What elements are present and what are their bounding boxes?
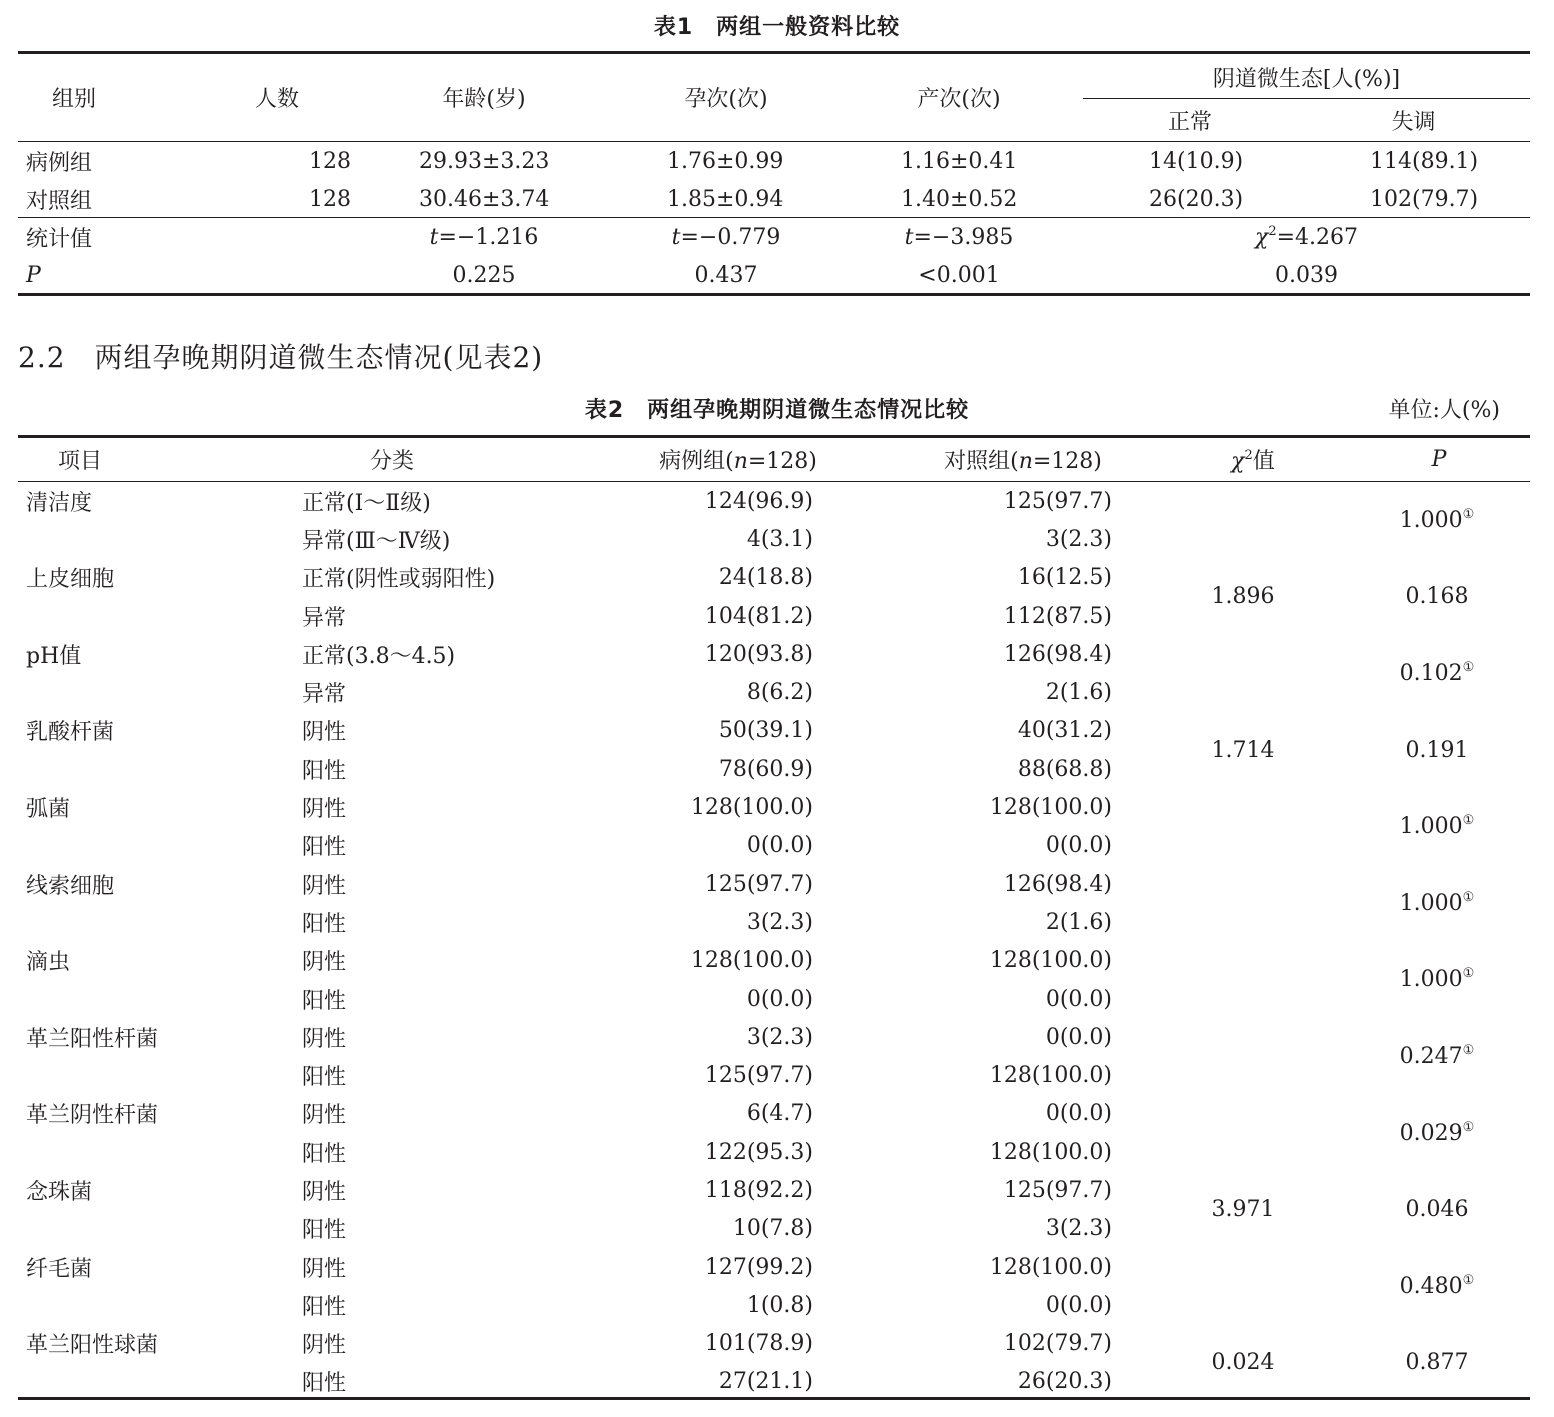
table2-header	[18, 438, 1530, 481]
table2-cell-category: 阳性	[302, 988, 347, 1014]
table2-cell-case: 104(81.2)	[704, 603, 813, 629]
table2-header-chi: $\chi^2$值	[1231, 448, 1275, 474]
table2-cell-control: 126(98.4)	[1003, 871, 1112, 897]
table2-cell-category: 异常(Ⅲ～Ⅳ级)	[302, 528, 451, 554]
table2-cell-p: 0.480①	[1399, 1272, 1475, 1299]
table2-cell-category: 阴性	[302, 720, 347, 746]
table2-cell-chi	[1158, 942, 1348, 1019]
table2-cell-category: 异常	[302, 682, 347, 708]
table2-cell-category: 异常	[302, 605, 347, 631]
table2-cell-control: 128(100.0)	[989, 1063, 1112, 1089]
table1-p-microecology: 0.039	[1275, 262, 1338, 288]
table2-title: 表2 两组孕晚期阴道微生态情况比较	[584, 398, 970, 423]
table2-cell-case: 8(6.2)	[746, 680, 813, 706]
table1-stats	[18, 218, 1530, 294]
table2-cell-category: 阴性	[302, 1256, 347, 1282]
table1-header-gravidity: 孕次(次)	[684, 86, 768, 112]
table2-cell-item: 清洁度	[26, 490, 93, 516]
table2-cell-p: 0.046	[1405, 1197, 1469, 1223]
table2-cell-case: 50(39.1)	[718, 718, 813, 744]
table2-cell-case: 3(2.3)	[746, 909, 813, 935]
table1-stat-parity: t=−3.985	[904, 224, 1014, 250]
table1-header-parity: 产次(次)	[917, 86, 1001, 112]
table1-stat-microecology: $\chi^2=4.267$	[1254, 223, 1359, 250]
table2-cell-item	[18, 750, 298, 788]
table2-cell-p: 1.000①	[1399, 966, 1475, 993]
table2-row	[18, 942, 1530, 980]
table2-cell-case: 27(21.1)	[718, 1369, 813, 1395]
table1-header-count: 人数	[254, 86, 299, 112]
table2-cell-category: 阳性	[302, 758, 347, 784]
table2-cell-case: 128(100.0)	[690, 795, 813, 821]
table1-cell-count: 128	[309, 186, 351, 212]
table2-cell-control: 16(12.5)	[1017, 565, 1112, 591]
table2-cell-control: 40(31.2)	[1017, 718, 1112, 744]
footnote-mark: ①	[1462, 889, 1475, 905]
table1-cell-parity: 1.40±0.52	[901, 186, 1018, 212]
table2-cell-item	[18, 980, 298, 1018]
table1-p-label: P	[26, 262, 41, 288]
table2-cell-control: 0(0.0)	[1045, 1101, 1112, 1127]
table2-cell-case: 4(3.1)	[746, 526, 813, 552]
table2-cell-control: 0(0.0)	[1045, 1292, 1112, 1318]
table2-cell-category: 阴性	[302, 1103, 347, 1129]
table1-stat-gravidity: t=−0.779	[671, 224, 781, 250]
table2-cell-category: 阴性	[302, 1179, 347, 1205]
table1-cell-age: 30.46±3.74	[419, 186, 550, 212]
table2-cell-item: pH值	[26, 643, 82, 669]
table2-cell-category: 正常(3.8～4.5)	[302, 643, 456, 669]
table2-cell-category: 阳性	[302, 1065, 347, 1091]
table2-row	[18, 482, 1530, 520]
table2-cell-item: 革兰阴性杆菌	[26, 1103, 159, 1129]
table1-cell-gravidity: 1.85±0.94	[667, 186, 784, 212]
table1-row	[18, 142, 1530, 180]
table2-unit: 单位:人(%)	[1388, 398, 1500, 423]
table2-cell-control: 2(1.6)	[1045, 680, 1112, 706]
table1-stats-row	[18, 218, 1530, 256]
table2-cell-control: 112(87.5)	[1003, 603, 1112, 629]
table2-cell-chi	[1158, 788, 1348, 865]
table2-cell-case: 3(2.3)	[746, 1024, 813, 1050]
table2-cell-control: 2(1.6)	[1045, 909, 1112, 935]
table2-cell-category: 阳性	[302, 1371, 347, 1397]
table1-header	[18, 54, 1530, 140]
table2-cell-item: 弧菌	[26, 797, 71, 823]
table2-cell-p: 0.029①	[1399, 1119, 1475, 1146]
table2-row	[18, 1018, 1530, 1056]
table2-cell-case: 1(0.8)	[746, 1292, 813, 1318]
table1-header-age: 年龄(岁)	[442, 86, 526, 112]
table2-header-item: 项目	[58, 449, 103, 474]
table2-cell-category: 阴性	[302, 873, 347, 899]
table2-cell-control: 26(20.3)	[1017, 1369, 1112, 1395]
table2-row	[18, 788, 1530, 826]
table2-cell-item	[18, 903, 298, 941]
table2-cell-item: 革兰阳性球菌	[26, 1333, 159, 1359]
table2-cell-chi: 3.971	[1211, 1197, 1275, 1223]
table2-cell-p: 0.191	[1405, 737, 1469, 763]
table1-p-row	[18, 256, 1530, 294]
table2-cell-item	[18, 1210, 298, 1248]
table2-cell-control: 125(97.7)	[1003, 488, 1112, 514]
table1-stats-label: 统计值	[26, 226, 93, 252]
footnote-mark: ①	[1462, 1119, 1475, 1135]
table2-cell-control: 126(98.4)	[1003, 641, 1112, 667]
table2-cell-control: 128(100.0)	[989, 1139, 1112, 1165]
table2-cell-control: 0(0.0)	[1045, 986, 1112, 1012]
table2-cell-item	[18, 1133, 298, 1171]
table1-cell-dysbiosis: 114(89.1)	[1370, 148, 1479, 174]
table1-cell-count: 128	[309, 148, 351, 174]
table2-cell-case: 128(100.0)	[690, 948, 813, 974]
table2-cell-category: 阳性	[302, 1294, 347, 1320]
table2-row	[18, 1095, 1530, 1133]
table2-cell-category: 阳性	[302, 1141, 347, 1167]
table2-cell-chi	[1158, 1018, 1348, 1095]
table2-cell-category: 正常(Ⅰ～Ⅱ级)	[302, 490, 431, 516]
table2-cell-item	[18, 520, 298, 558]
footnote-mark: ①	[1462, 1042, 1475, 1058]
table2-cell-control: 0(0.0)	[1045, 833, 1112, 859]
table2-header-category: 分类	[370, 449, 415, 474]
table1-header-dysbiosis: 失调	[1297, 98, 1530, 140]
table2-row	[18, 1325, 1530, 1363]
table2-row	[18, 559, 1530, 597]
table2-cell-item: 滴虫	[26, 950, 71, 976]
table2-cell-p: 0.102①	[1399, 659, 1475, 686]
table1-cell-gravidity: 1.76±0.99	[667, 148, 784, 174]
table2-cell-p: 1.000①	[1399, 889, 1475, 916]
table2-cell-control: 128(100.0)	[989, 948, 1112, 974]
table2-cell-category: 阳性	[302, 911, 347, 937]
table2-cell-item	[18, 1056, 298, 1094]
table2-cell-case: 78(60.9)	[718, 756, 813, 782]
table2-cell-chi	[1158, 482, 1348, 559]
table2-cell-case: 122(95.3)	[704, 1139, 813, 1165]
footnote-mark: ①	[1462, 966, 1475, 982]
footnote-mark: ①	[1462, 813, 1475, 829]
table2-cell-case: 125(97.7)	[704, 871, 813, 897]
table2-cell-category: 阳性	[302, 835, 347, 861]
table2-cell-control: 3(2.3)	[1045, 526, 1112, 552]
table2-header-case: 病例组(n=128)	[659, 449, 817, 474]
table2-cell-control: 128(100.0)	[989, 1254, 1112, 1280]
table1-bottom-rule	[18, 293, 1530, 296]
table2-cell-item: 线索细胞	[26, 873, 115, 899]
table2-cell-chi	[1158, 1095, 1348, 1172]
table2-cell-case: 125(97.7)	[704, 1063, 813, 1089]
footnote-mark: ①	[1462, 1272, 1475, 1288]
table1-p-parity: <0.001	[918, 262, 1000, 288]
table1-body	[18, 142, 1530, 218]
table1-title: 表1 两组一般资料比较	[653, 15, 901, 40]
table1-p-age: 0.225	[452, 262, 516, 288]
table2-cell-p: 1.000①	[1399, 506, 1475, 533]
table2-cell-item	[18, 1363, 298, 1401]
table2-cell-item: 革兰阳性杆菌	[26, 1026, 159, 1052]
footnote-mark: ①	[1462, 659, 1475, 675]
table1-header-normal: 正常	[1083, 98, 1297, 140]
table2-cell-case: 118(92.2)	[704, 1177, 813, 1203]
table2-cell-chi	[1158, 635, 1348, 712]
table2-header-control: 对照组(n=128)	[944, 449, 1102, 474]
table1-header-group: 组别	[52, 86, 97, 112]
table2-row	[18, 1171, 1530, 1209]
table2-cell-item	[18, 1286, 298, 1324]
table2-cell-category: 阳性	[302, 1218, 347, 1244]
table2-cell-case: 124(96.9)	[704, 488, 813, 514]
table2-cell-case: 24(18.8)	[718, 565, 813, 591]
table2-cell-item: 纤毛菌	[26, 1256, 93, 1282]
table2-cell-item: 上皮细胞	[26, 567, 115, 593]
table1-cell-dysbiosis: 102(79.7)	[1370, 186, 1479, 212]
table1-cell-parity: 1.16±0.41	[901, 148, 1018, 174]
table1-cell-normal: 26(20.3)	[1149, 186, 1244, 212]
table2-cell-case: 101(78.9)	[704, 1331, 813, 1357]
table2-cell-chi: 1.896	[1211, 584, 1275, 610]
table2-cell-case: 0(0.0)	[746, 986, 813, 1012]
table2-cell-category: 阴性	[302, 1333, 347, 1359]
table2-cell-control: 125(97.7)	[1003, 1177, 1112, 1203]
table2-cell-control: 0(0.0)	[1045, 1024, 1112, 1050]
table2-row	[18, 635, 1530, 673]
table2-cell-p: 0.877	[1405, 1350, 1469, 1376]
table2-cell-category: 正常(阴性或弱阳性)	[302, 567, 496, 593]
table2-cell-control: 3(2.3)	[1045, 1216, 1112, 1242]
table2-cell-category: 阴性	[302, 950, 347, 976]
table2-cell-case: 127(99.2)	[704, 1254, 813, 1280]
table1-cell-group: 病例组	[26, 150, 93, 176]
table2-cell-p: 0.168	[1405, 584, 1469, 610]
table2-cell-case: 120(93.8)	[704, 641, 813, 667]
table1-cell-age: 29.93±3.23	[419, 148, 550, 174]
table2-cell-case: 0(0.0)	[746, 833, 813, 859]
table2-cell-chi	[1158, 865, 1348, 942]
table2-row	[18, 1248, 1530, 1286]
table2-cell-chi: 1.714	[1211, 737, 1275, 763]
table2-cell-category: 阴性	[302, 1026, 347, 1052]
table2-body	[18, 482, 1530, 1401]
table2-bottom-rule	[18, 1397, 1530, 1400]
table2-cell-case: 10(7.8)	[732, 1216, 813, 1242]
table2-cell-category: 阴性	[302, 797, 347, 823]
table1-cell-group: 对照组	[26, 188, 93, 214]
table2-cell-item	[18, 673, 298, 711]
table1-stat-age: t=−1.216	[429, 224, 539, 250]
table2-cell-p: 0.247①	[1399, 1042, 1475, 1069]
table1-cell-normal: 14(10.9)	[1149, 148, 1244, 174]
table2-cell-item: 念珠菌	[26, 1179, 93, 1205]
table1-header-microecology: 阴道微生态[人(%)]	[1212, 67, 1401, 93]
table2-cell-item	[18, 597, 298, 635]
table2-cell-control: 102(79.7)	[1003, 1331, 1112, 1357]
table1-row	[18, 180, 1530, 218]
table2-cell-case: 6(4.7)	[746, 1101, 813, 1127]
footnote-mark: ①	[1462, 506, 1475, 522]
table2-cell-control: 128(100.0)	[989, 795, 1112, 821]
table2-row	[18, 865, 1530, 903]
table2-cell-chi	[1158, 1248, 1348, 1325]
table2-cell-chi: 0.024	[1211, 1350, 1275, 1376]
table2-row	[18, 712, 1530, 750]
table2-cell-p: 1.000①	[1399, 813, 1475, 840]
table2-cell-item: 乳酸杆菌	[26, 720, 115, 746]
table2-cell-item	[18, 827, 298, 865]
table2-header-p: P	[1431, 447, 1447, 472]
table2-cell-control: 88(68.8)	[1017, 756, 1112, 782]
table1-p-gravidity: 0.437	[694, 262, 758, 288]
section-heading: 2.2 两组孕晚期阴道微生态情况(见表2)	[18, 341, 544, 374]
